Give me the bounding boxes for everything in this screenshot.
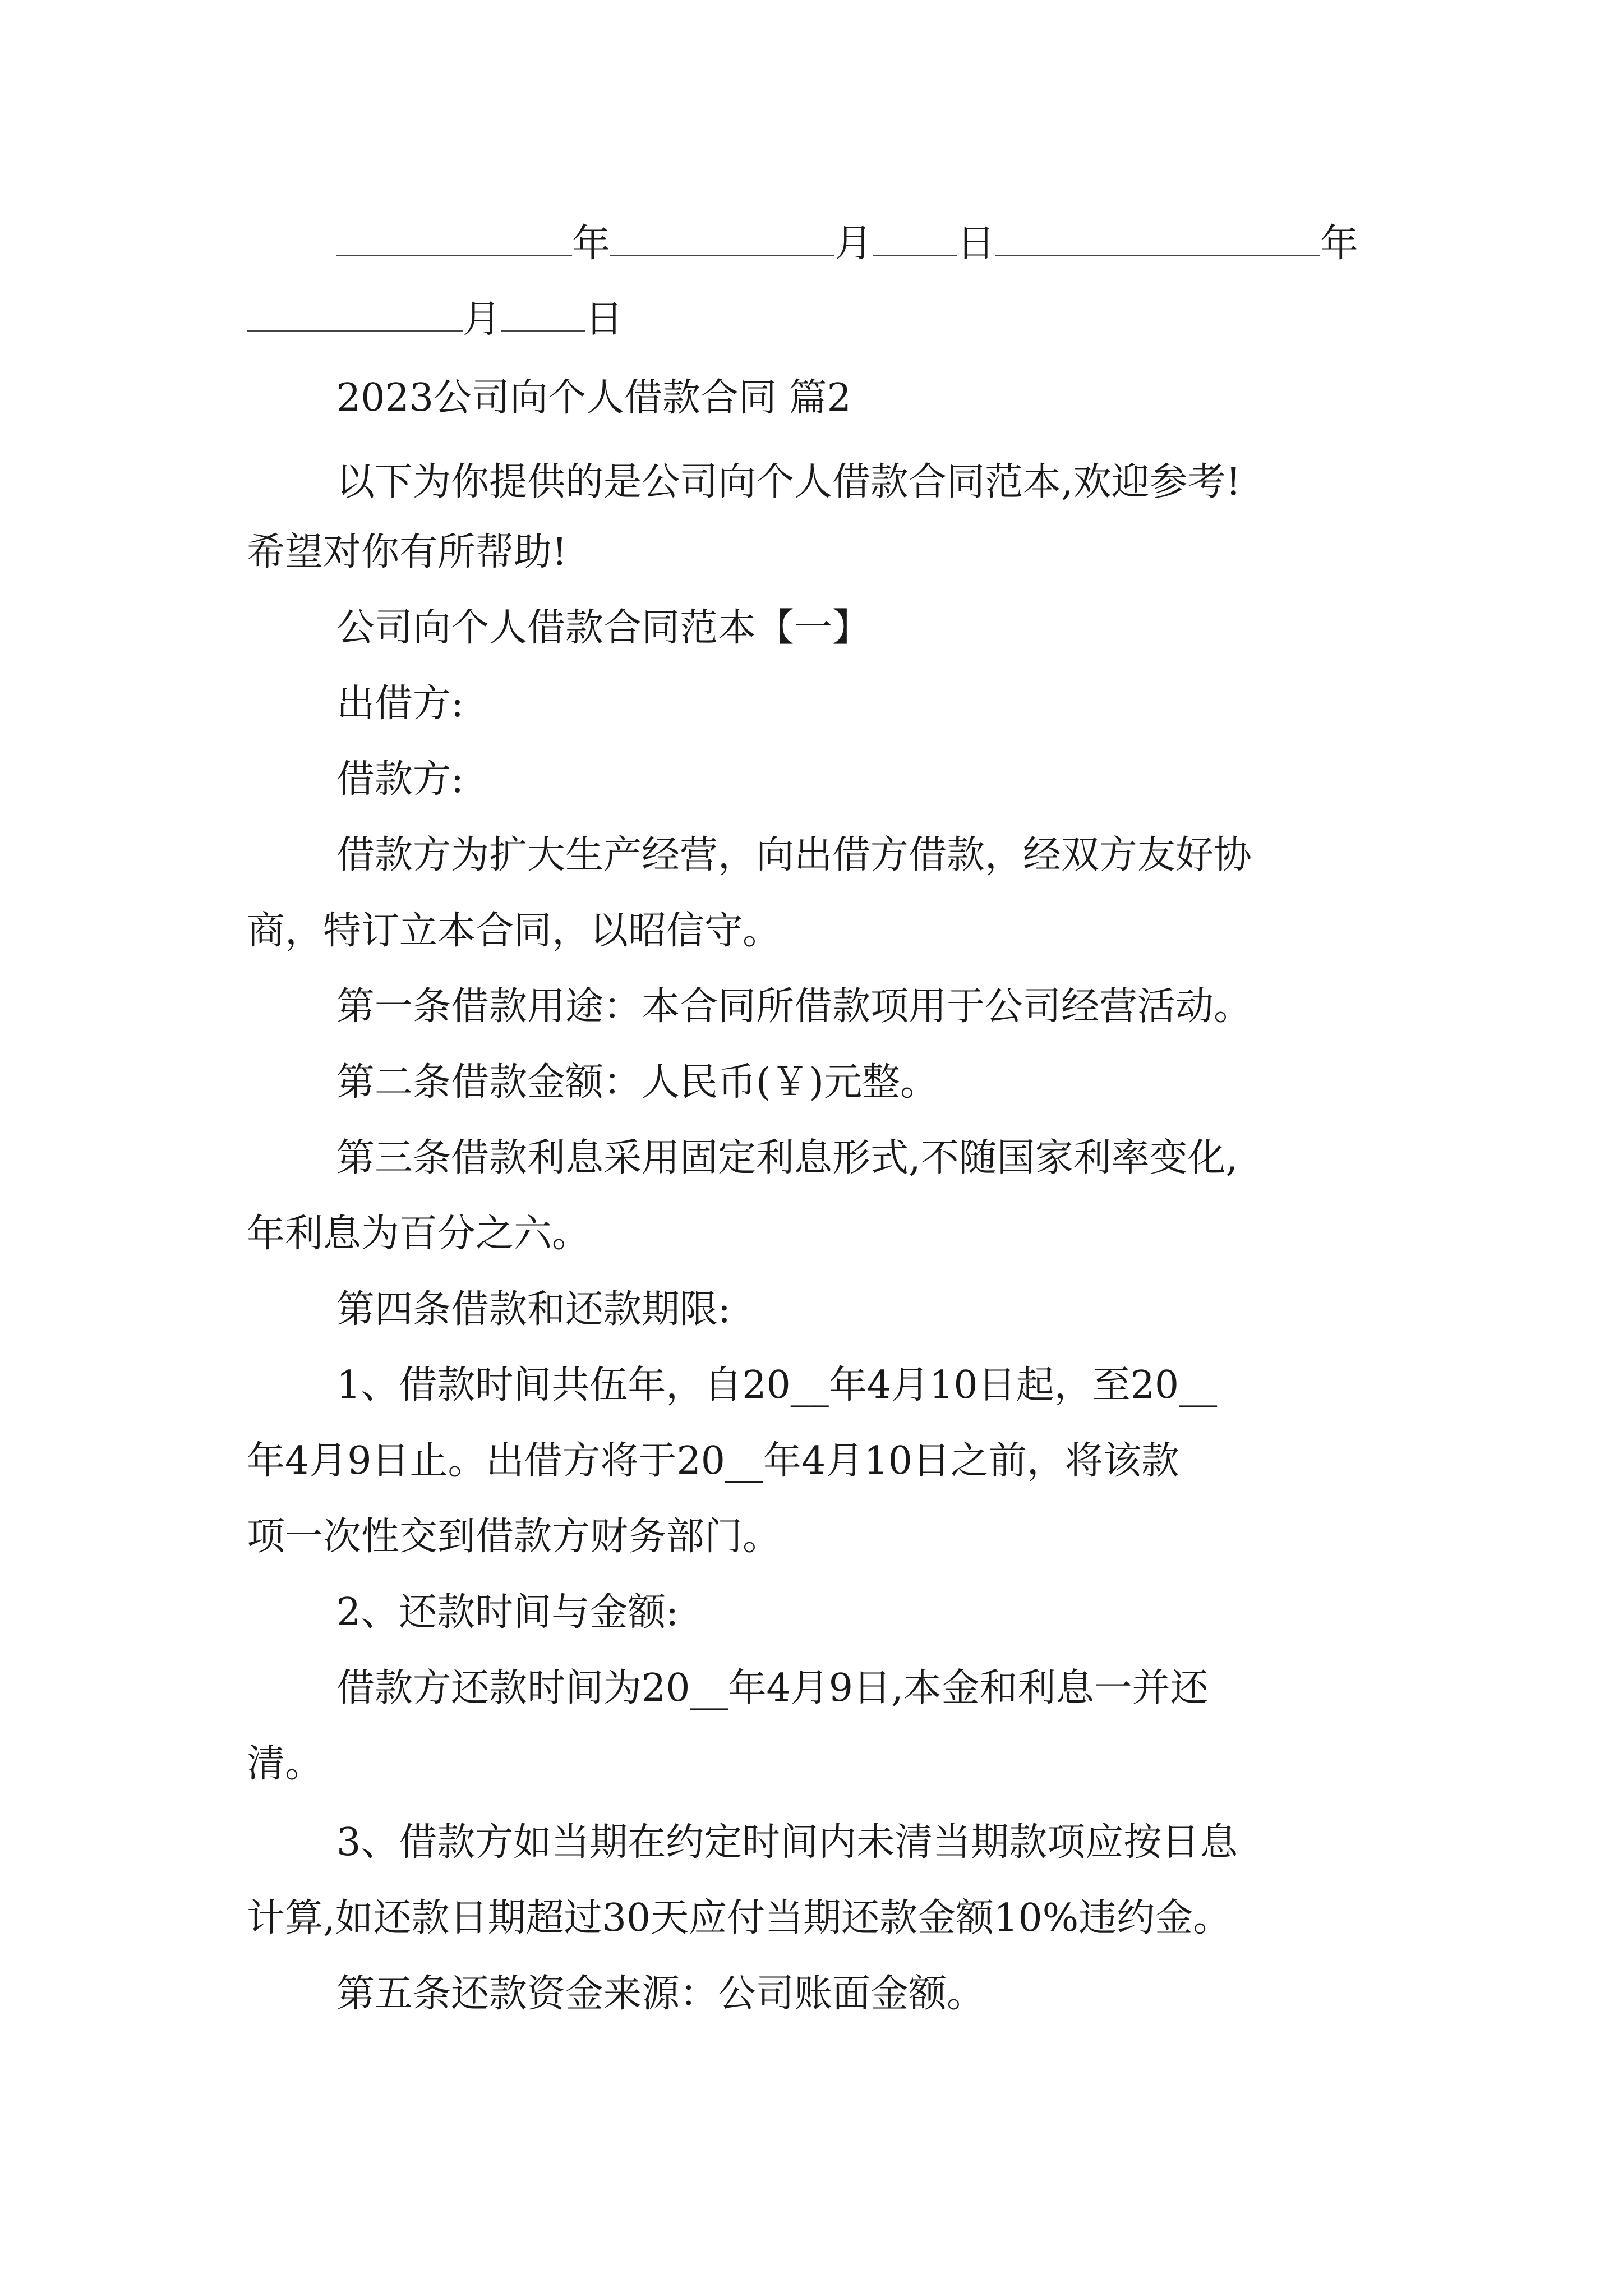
article-2: 第二条借款金额：人民币(￥)元整。: [336, 1060, 939, 1105]
intro-line-2: 希望对你有所帮助!: [247, 530, 568, 574]
clause-3-line-2: 计算,如还款日期超过30天应付当期还款金额10%违约金。: [247, 1896, 1232, 1940]
intro-line-1: 以下为你提供的是公司向个人借款合同范本,欢迎参考!: [336, 460, 1241, 504]
section-heading: 2023公司向个人借款合同 篇2: [336, 376, 851, 420]
clause-2-line-2: 清。: [247, 1742, 324, 1786]
year-label-2: 年: [1320, 222, 1359, 266]
template-title: 公司向个人借款合同范本【一】: [336, 606, 871, 650]
article-4-title: 第四条借款和还款期限:: [336, 1287, 731, 1332]
year-blank-2[interactable]: [995, 223, 1320, 256]
article-1: 第一条借款用途：本合同所借款项用于公司经营活动。: [336, 984, 1252, 1029]
year-label: 年: [572, 222, 611, 266]
lender-label: 出借方:: [336, 682, 464, 726]
day-blank[interactable]: [873, 223, 957, 256]
preamble-line-1: 借款方为扩大生产经营，向出借方借款，经双方友好协: [336, 833, 1252, 877]
article-5: 第五条还款资金来源：公司账面金额。: [336, 1972, 985, 2016]
signature-date-line-1: [336, 222, 1358, 266]
clause-1-line-3: 项一次性交到借款方财务部门。: [247, 1515, 781, 1559]
day-blank-2[interactable]: [501, 299, 585, 332]
day-label-2: 日: [585, 297, 624, 342]
month-label-2: 月: [463, 297, 501, 342]
clause-1-line-2: 年4月9日止。出借方将于20__年4月10日之前，将该款: [247, 1439, 1179, 1483]
signature-date-line-2: [247, 297, 623, 342]
article-3-line-2: 年利息为百分之六。: [247, 1212, 591, 1256]
month-blank[interactable]: [610, 223, 834, 256]
clause-2-title: 2、还款时间与金额:: [336, 1590, 679, 1635]
clause-3-line-1: 3、借款方如当期在约定时间内未清当期款项应按日息: [336, 1820, 1238, 1865]
preamble-line-2: 商，特订立本合同，以昭信守。: [247, 909, 781, 953]
borrower-label: 借款方:: [336, 757, 464, 802]
clause-1-line-1: 1、借款时间共伍年，自20__年4月10日起，至20__: [336, 1363, 1218, 1407]
month-label: 月: [834, 222, 873, 266]
article-3-line-1: 第三条借款利息采用固定利息形式,不随国家利率变化,: [336, 1136, 1238, 1180]
day-label: 日: [957, 222, 995, 266]
year-blank[interactable]: [336, 223, 572, 256]
clause-2-line-1: 借款方还款时间为20__年4月9日,本金和利息一并还: [336, 1666, 1209, 1710]
month-blank-2[interactable]: [247, 299, 463, 332]
